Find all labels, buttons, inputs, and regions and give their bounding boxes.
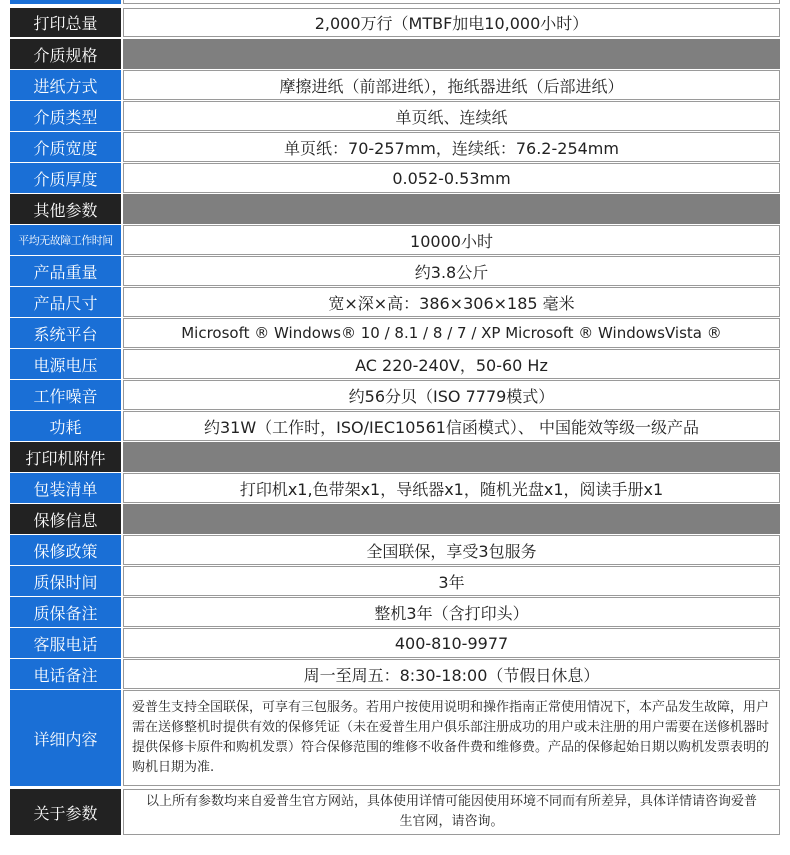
row-value: 单页纸：70-257mm，连续纸：76.2-254mm: [123, 132, 780, 162]
row-os-platform: [10, 318, 780, 348]
row-label: 详细内容: [10, 690, 121, 786]
row-value: 约56分贝（ISO 7779模式）: [123, 380, 780, 410]
section-bar: [123, 39, 780, 69]
row-warranty-note: [10, 597, 780, 627]
row-service-phone: [10, 628, 780, 658]
row-value: 约3.8公斤: [123, 256, 780, 286]
row-warranty-policy: [10, 535, 780, 565]
row-label: 介质宽度: [10, 132, 121, 162]
row-value: 3年: [123, 566, 780, 596]
section-label: 保修信息: [10, 504, 121, 534]
row-power-voltage: [10, 349, 780, 379]
table-top-edge: [10, 0, 780, 4]
row-about-params: [10, 789, 780, 835]
row-label: 质保备注: [10, 597, 121, 627]
row-label: 保修政策: [10, 535, 121, 565]
row-value: 2,000万行（MTBF加电10,000小时）: [123, 8, 780, 37]
section-bar: [123, 442, 780, 472]
row-label: 系统平台: [10, 318, 121, 348]
row-label: 客服电话: [10, 628, 121, 658]
row-value: 以上所有参数均来自爱普生官方网站，具体使用详情可能因使用环境不同而有所差异，具体详情请咨询爱普生官网，请咨询。: [123, 789, 780, 835]
row-value: AC 220-240V，50-60 Hz: [123, 349, 780, 379]
row-value: 单页纸、连续纸: [123, 101, 780, 131]
section-bar: [123, 194, 780, 224]
row-label: 关于参数: [10, 789, 121, 835]
row-dimensions: [10, 287, 780, 317]
row-label: 平均无故障工作时间: [10, 225, 121, 255]
row-label: 质保时间: [10, 566, 121, 596]
section-label: 其他参数: [10, 194, 121, 224]
section-label: 介质规格: [10, 39, 121, 69]
row-value: 约31W（工作时，ISO/IEC10561信函模式）、 中国能效等级一级产品: [123, 411, 780, 441]
row-value: 摩擦进纸（前部进纸），拖纸器进纸（后部进纸）: [123, 70, 780, 100]
row-value: 400-810-9977: [123, 628, 780, 658]
row-value: 整机3年（含打印头）: [123, 597, 780, 627]
section-other-params: [10, 194, 780, 224]
row-label: 产品尺寸: [10, 287, 121, 317]
row-mtbf: [10, 225, 780, 255]
row-label: 工作噪音: [10, 380, 121, 410]
row-media-thickness: [10, 163, 780, 193]
row-value: 0.052-0.53mm: [123, 163, 780, 193]
row-label: 功耗: [10, 411, 121, 441]
row-power-consumption: [10, 411, 780, 441]
section-bar: [123, 504, 780, 534]
section-label: 打印机附件: [10, 442, 121, 472]
row-label: 包装清单: [10, 473, 121, 503]
section-warranty-info: [10, 504, 780, 534]
row-label: 电话备注: [10, 659, 121, 689]
row-value: 全国联保，享受3包服务: [123, 535, 780, 565]
section-media-spec: [10, 39, 780, 69]
row-label: 介质厚度: [10, 163, 121, 193]
row-label: 介质类型: [10, 101, 121, 131]
row-phone-note: [10, 659, 780, 689]
row-label: 电源电压: [10, 349, 121, 379]
section-accessories: [10, 442, 780, 472]
row-details: [10, 690, 780, 786]
row-value: Microsoft ® Windows® 10 / 8.1 / 8 / 7 / XP Microsoft ® WindowsVista ®: [123, 318, 780, 348]
row-label: 产品重量: [10, 256, 121, 286]
row-value: 10000小时: [123, 225, 780, 255]
row-media-type: [10, 101, 780, 131]
row-package-list: [10, 473, 780, 503]
row-label: 进纸方式: [10, 70, 121, 100]
row-noise: [10, 380, 780, 410]
row-feed-method: [10, 70, 780, 100]
row-value: 宽×深×高：386×306×185 毫米: [123, 287, 780, 317]
row-value: 打印机x1,色带架x1，导纸器x1，随机光盘x1，阅读手册x1: [123, 473, 780, 503]
row-value: 周一至周五：8:30-18:00（节假日休息）: [123, 659, 780, 689]
row-warranty-period: [10, 566, 780, 596]
row-value: 爱普生支持全国联保，可享有三包服务。若用户按使用说明和操作指南正常使用情况下，本产品发生故障，用户需在送修整机时提供有效的保修凭证（未在爱普生用户俱乐部注册成功的用户或未注册的用户需要在送修机器时提供保修卡原件和购机发票）符合保修范围的维修不收备件费和维修费。产品的保修起始日期以购机发票表明的购机日期为准.: [123, 690, 780, 786]
row-weight: [10, 256, 780, 286]
row-label: 打印总量: [10, 8, 121, 37]
row-media-width: [10, 132, 780, 162]
row-print-volume: [10, 8, 780, 37]
